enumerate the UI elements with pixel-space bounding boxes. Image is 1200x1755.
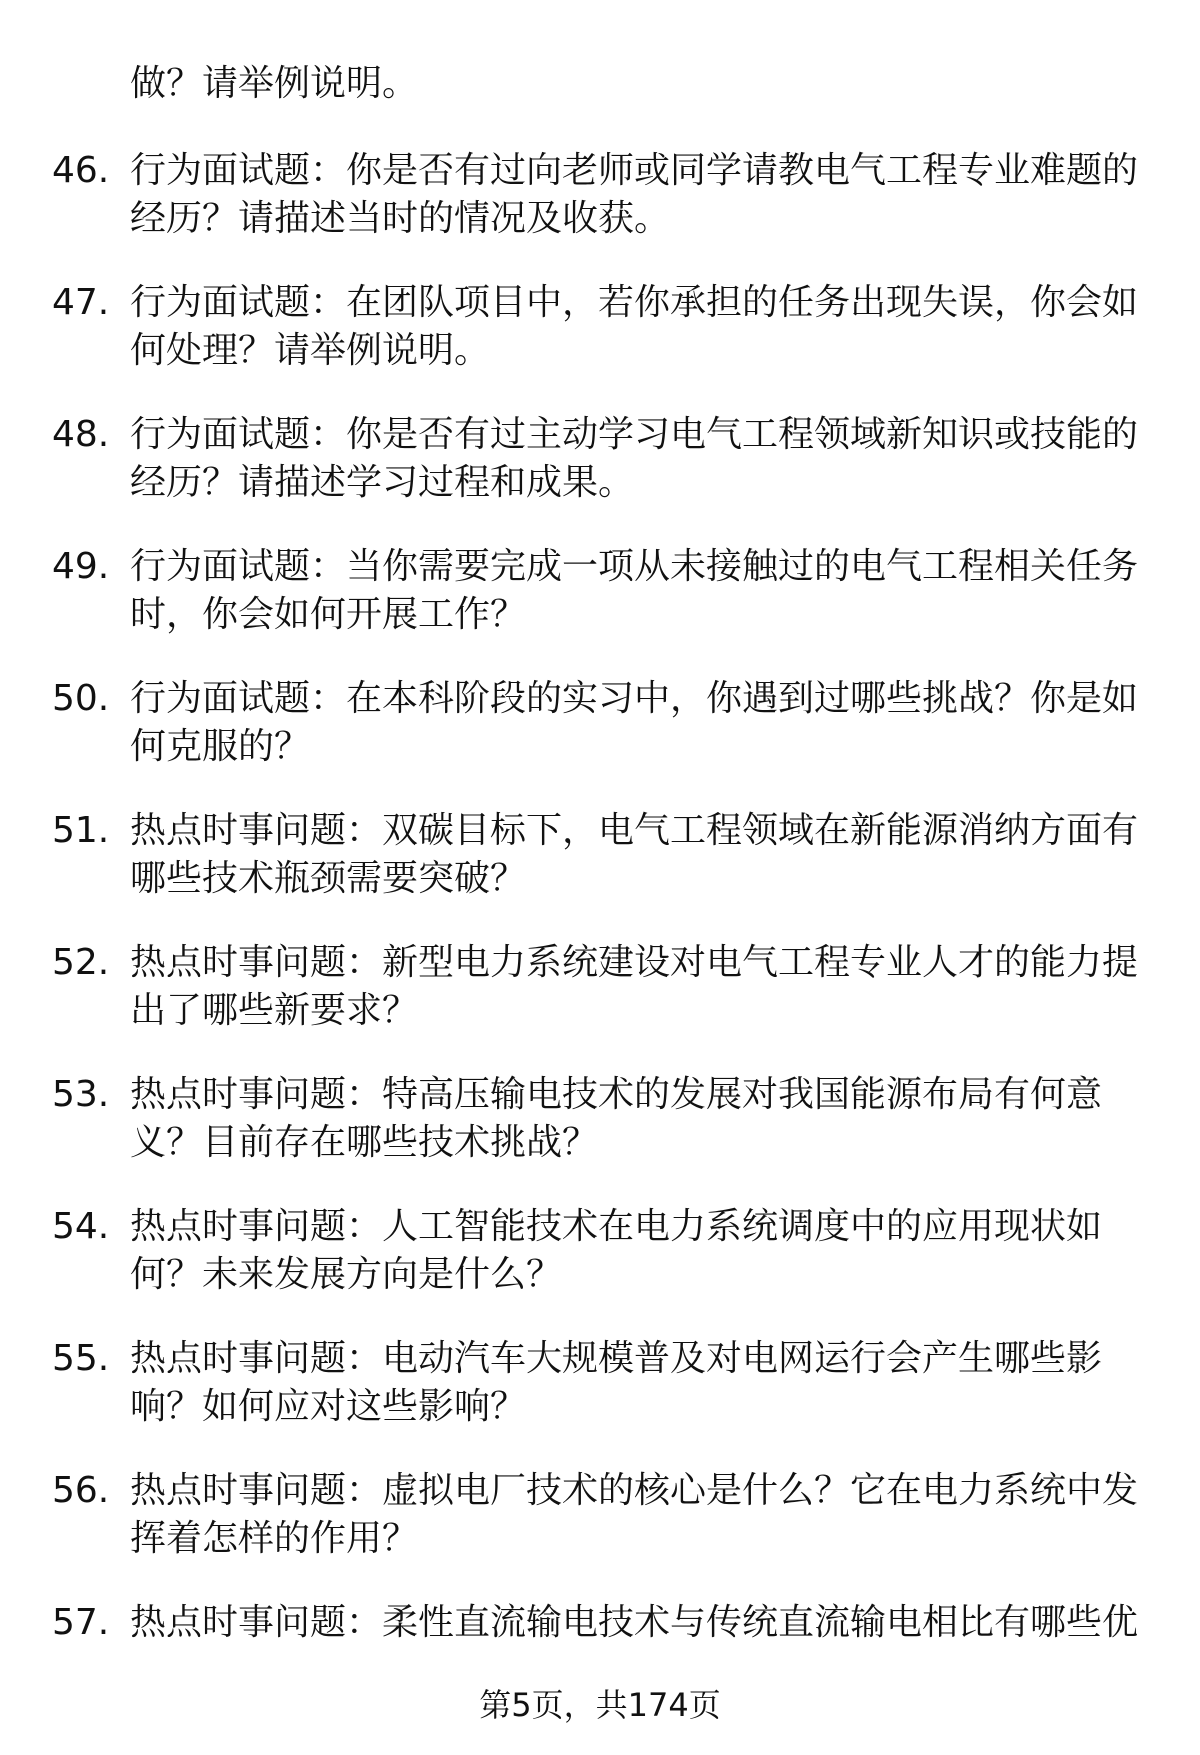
question-item: [52, 939, 1152, 1031]
question-item: [52, 543, 1152, 635]
question-line: 热点时事问题：电动汽车大规模普及对电网运行会产生哪些影: [130, 1338, 1103, 1379]
question-text: [130, 147, 1190, 243]
question-line: 热点时事问题：柔性直流输电技术与传统直流输电相比有哪些优: [130, 1602, 1139, 1643]
question-number: 50.: [52, 678, 110, 719]
question-line: 哪些技术瓶颈需要突破？: [130, 858, 527, 899]
question-text: [130, 675, 1190, 771]
question-line: 何？未来发展方向是什么？: [130, 1254, 563, 1295]
question-line: 何处理？请举例说明。: [130, 330, 491, 371]
question-item: [52, 1467, 1152, 1559]
question-line: 热点时事问题：人工智能技术在电力系统调度中的应用现状如: [130, 1206, 1103, 1247]
continuation-text: 做？请举例说明。: [130, 63, 419, 104]
question-text: [130, 1467, 1190, 1563]
question-item: [52, 1203, 1152, 1295]
question-line: 行为面试题：当你需要完成一项从未接触过的电气工程相关任务: [130, 546, 1139, 587]
question-item: [52, 1599, 1152, 1687]
question-line: 响？如何应对这些影响？: [130, 1386, 527, 1427]
question-line: 出了哪些新要求？: [130, 990, 419, 1031]
question-text: [130, 1599, 1190, 1647]
question-number: 48.: [52, 414, 110, 455]
question-number: 52.: [52, 942, 110, 983]
question-line: 热点时事问题：双碳目标下，电气工程领域在新能源消纳方面有: [130, 810, 1139, 851]
question-text: [130, 939, 1190, 1035]
question-item: [52, 1335, 1152, 1427]
question-text: [130, 411, 1190, 507]
question-line: 行为面试题：在团队项目中，若你承担的任务出现失误，你会如: [130, 282, 1139, 323]
question-item: [52, 411, 1152, 503]
question-item: [52, 279, 1152, 371]
question-text: [130, 279, 1190, 375]
question-list: [52, 147, 1152, 1731]
question-line: 义？目前存在哪些技术挑战？: [130, 1122, 599, 1163]
question-line: 何克服的？: [130, 726, 311, 767]
question-line: 时，你会如何开展工作？: [130, 594, 527, 635]
question-line: 行为面试题：你是否有过主动学习电气工程领域新知识或技能的: [130, 414, 1139, 455]
question-item: [52, 675, 1152, 767]
question-item: [52, 147, 1152, 239]
question-line: 挥着怎样的作用？: [130, 1518, 419, 1559]
question-number: 57.: [52, 1602, 110, 1643]
question-text: [130, 1203, 1190, 1299]
question-number: 47.: [52, 282, 110, 323]
question-line: 经历？请描述学习过程和成果。: [130, 462, 635, 503]
question-line: 经历？请描述当时的情况及收获。: [130, 198, 671, 239]
question-number: 49.: [52, 546, 110, 587]
question-text: [130, 1071, 1190, 1167]
question-number: 53.: [52, 1074, 110, 1115]
question-line: 热点时事问题：新型电力系统建设对电气工程专业人才的能力提: [130, 942, 1139, 983]
question-text: [130, 807, 1190, 903]
question-text: [130, 1335, 1190, 1431]
question-text: [130, 543, 1190, 639]
question-number: 46.: [52, 150, 110, 191]
question-item: [52, 1071, 1152, 1163]
question-line: 行为面试题：在本科阶段的实习中，你遇到过哪些挑战？你是如: [130, 678, 1139, 719]
question-number: 54.: [52, 1206, 110, 1247]
question-line: 行为面试题：你是否有过向老师或同学请教电气工程专业难题的: [130, 150, 1139, 191]
question-line: 热点时事问题：特高压输电技术的发展对我国能源布局有何意: [130, 1074, 1103, 1115]
question-number: 56.: [52, 1470, 110, 1511]
question-number: 55.: [52, 1338, 110, 1379]
question-line: 热点时事问题：虚拟电厂技术的核心是什么？它在电力系统中发: [130, 1470, 1139, 1511]
question-item: [52, 807, 1152, 899]
page-footer: 第5页，共174页: [479, 1686, 721, 1724]
question-number: 51.: [52, 810, 110, 851]
